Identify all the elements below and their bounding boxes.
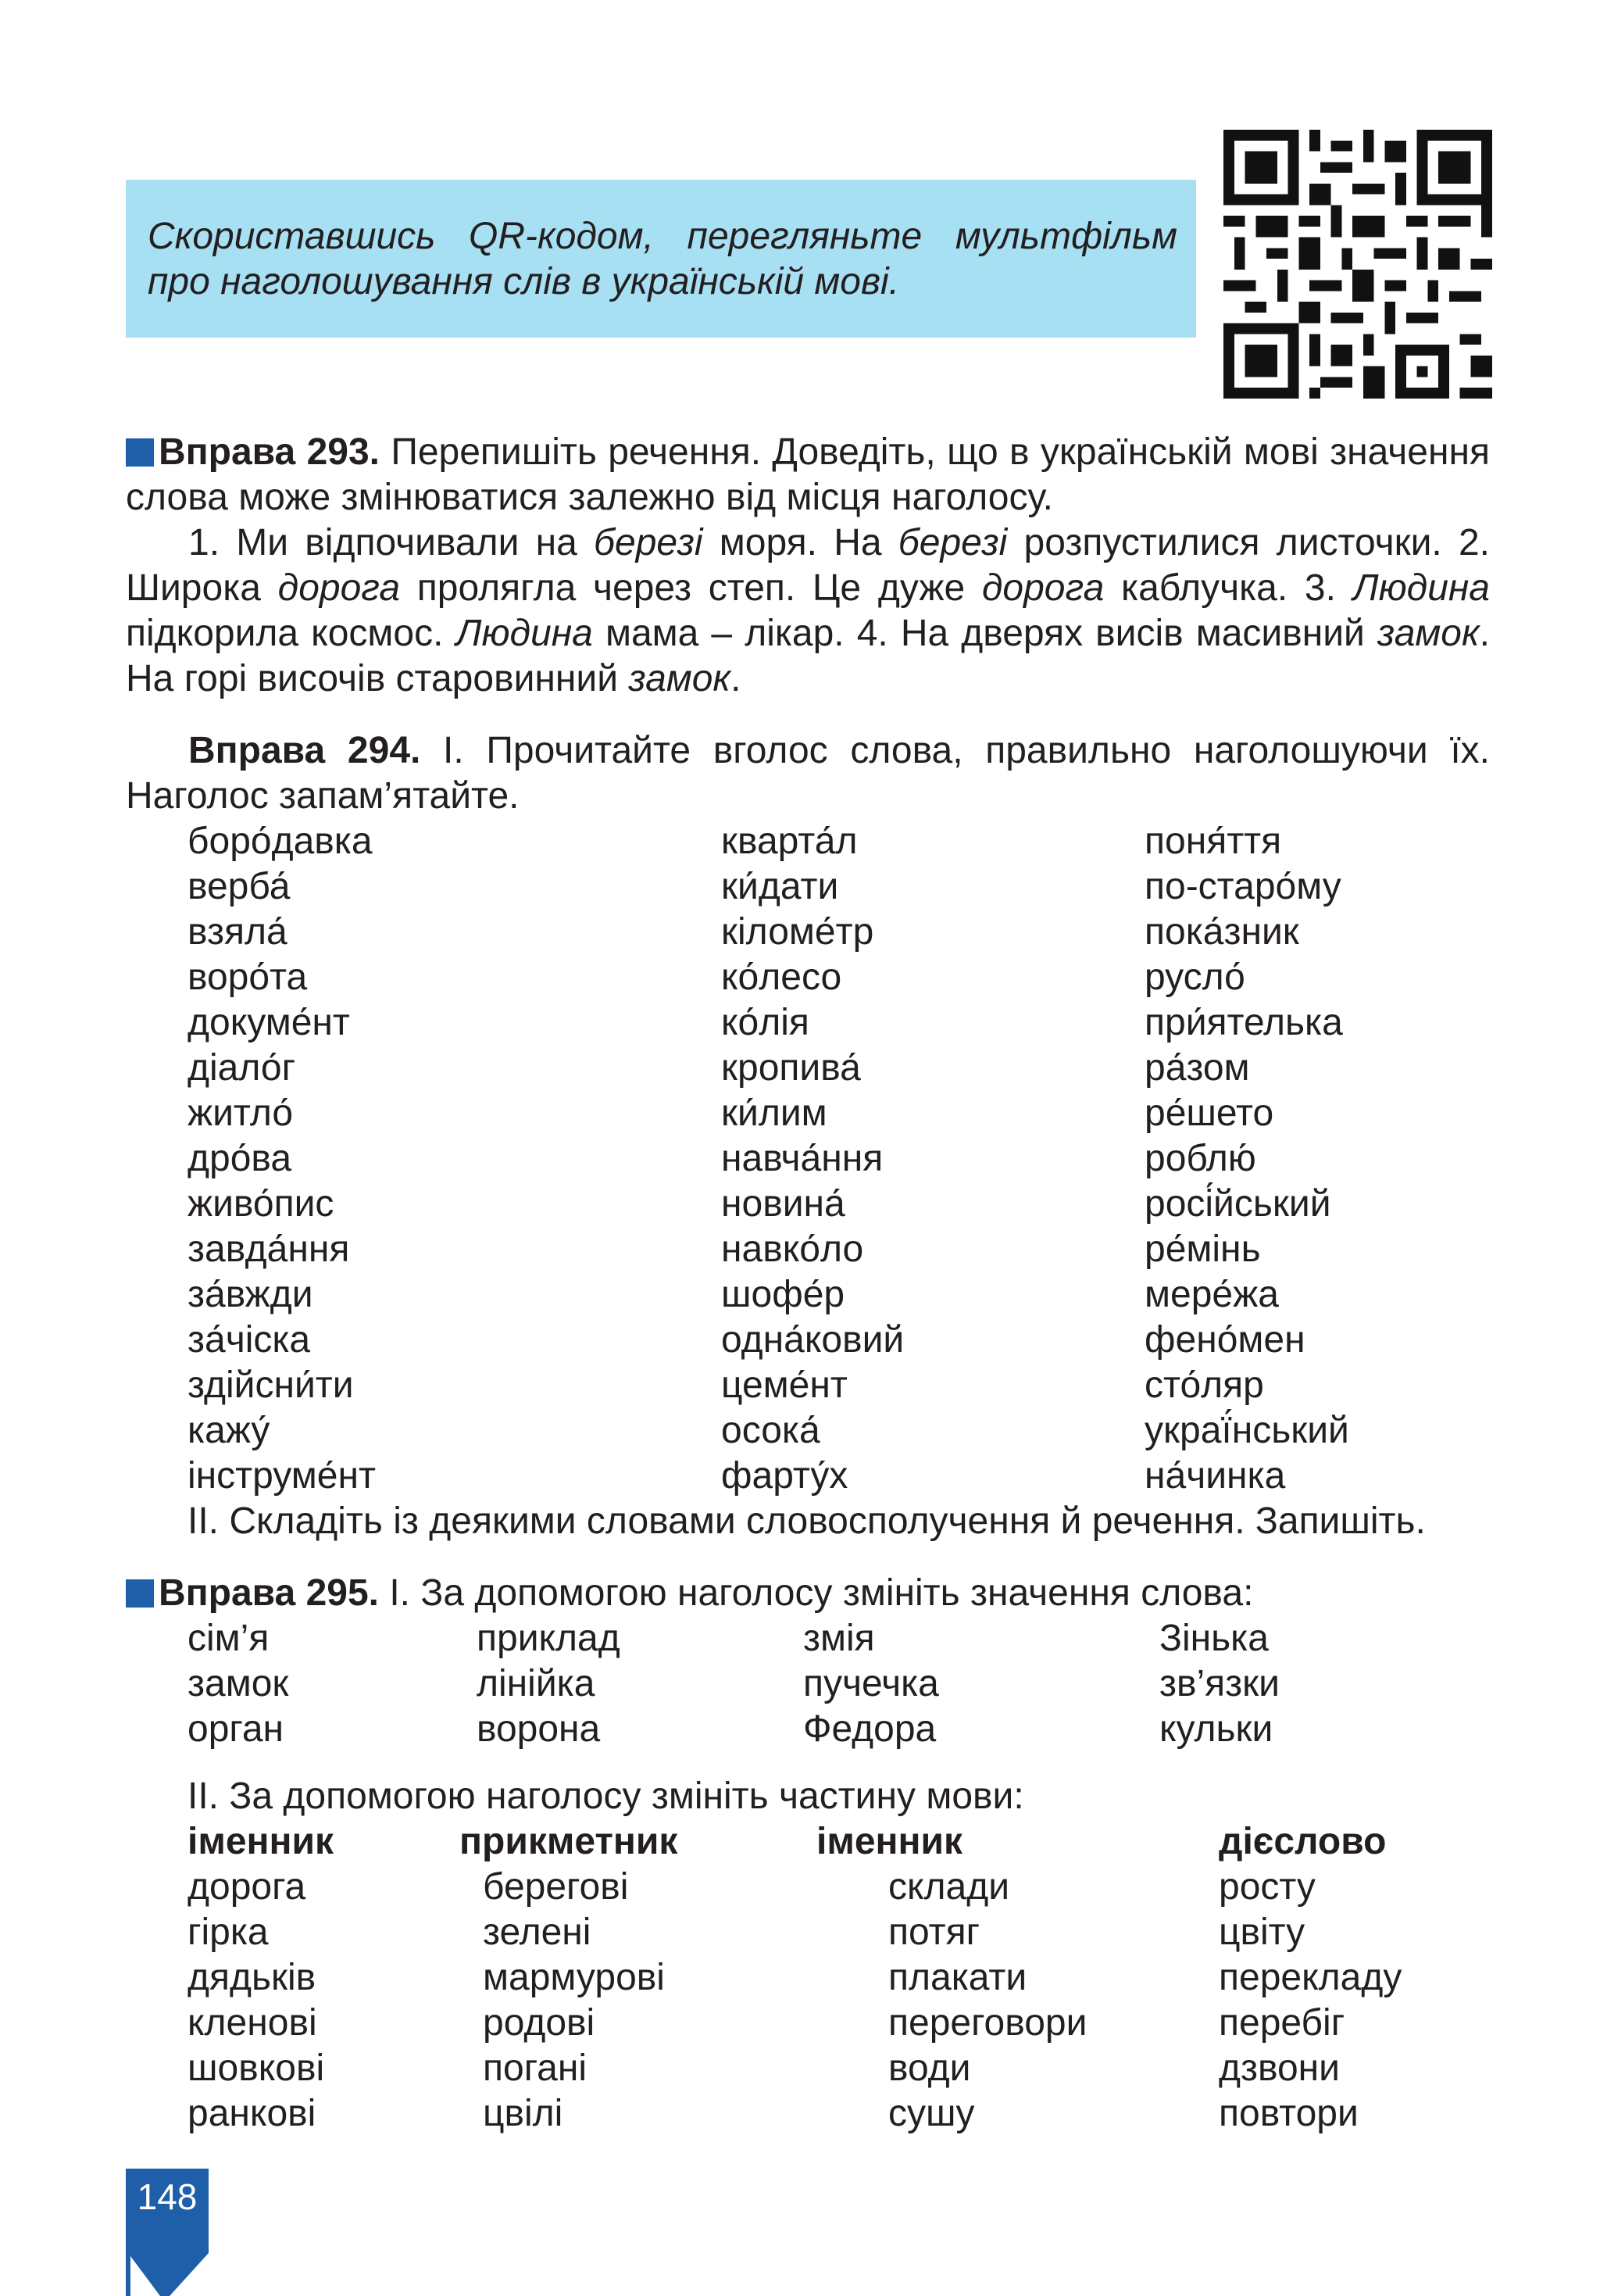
list-item: сушу	[888, 2093, 975, 2134]
list-item: ре́мінь	[1145, 1228, 1261, 1270]
sentence-text: пролягла через степ. Це дуже	[400, 567, 982, 609]
list-item: лінійка	[477, 1663, 595, 1704]
sentence-text: каблучка. 3.	[1104, 567, 1353, 609]
list-item: роблю́	[1145, 1138, 1256, 1179]
list-item: мере́жа	[1145, 1274, 1279, 1315]
list-item: орган	[188, 1708, 284, 1750]
exercise-294-task-2: ІІ. Складіть із деякими словами словосполучення й речення. Запишіть.	[188, 1500, 1426, 1542]
italic-word: замок	[1377, 613, 1480, 654]
list-item: ки́лим	[721, 1093, 827, 1134]
list-item: родові	[483, 2002, 595, 2044]
sentence-text: . На горі височів старовинний	[126, 613, 1490, 699]
list-item: кропива́	[721, 1047, 861, 1089]
list-item: ра́зом	[1145, 1047, 1250, 1089]
list-item: Зінька	[1159, 1618, 1269, 1659]
list-item: перебіг	[1219, 2002, 1345, 2044]
italic-word: Людина	[1352, 567, 1490, 609]
sentence-text: 1. Ми відпочивали на	[188, 522, 595, 563]
list-item: по-старо́му	[1145, 866, 1341, 907]
list-item: берегові	[483, 1866, 629, 1908]
list-item: одна́ковий	[721, 1319, 905, 1361]
list-item: житло́	[188, 1093, 294, 1134]
list-item: потяг	[888, 1912, 980, 1953]
exercise-294-task	[126, 728, 1490, 819]
list-item: шовкові	[188, 2047, 325, 2089]
list-item: за́чіска	[188, 1319, 311, 1361]
list-item: докуме́нт	[188, 1002, 350, 1043]
meaning-column-1	[188, 1616, 288, 1752]
list-item: за́вжди	[188, 1274, 313, 1315]
exercise-295-task-2: ІІ. За допомогою наголосу змініть частину мови:	[188, 1776, 1024, 1817]
list-item: ворона	[477, 1708, 601, 1750]
list-item: дро́ва	[188, 1138, 292, 1179]
list-item: навко́ло	[721, 1228, 864, 1270]
info-box-text: Скориставшись QR-кодом, перегляньте мультфільм про наголошування слів в українській мові.	[148, 216, 1177, 302]
italic-word: дорога	[277, 567, 401, 609]
list-item: цеме́нт	[721, 1364, 848, 1406]
list-item: кварта́л	[721, 821, 858, 862]
list-item: кульки	[1159, 1708, 1273, 1750]
list-item: приклад	[477, 1618, 620, 1659]
list-item: шофе́р	[721, 1274, 845, 1315]
list-item: росту	[1219, 1866, 1316, 1908]
list-item: інструме́нт	[188, 1455, 376, 1497]
exercise-293-instructions: Перепишіть речення. Доведіть, що в українській мові значення слова може змінюватися залежно від місця наголосу.	[126, 431, 1490, 518]
list-item: сто́ляр	[1145, 1364, 1264, 1406]
column-header: прикметник	[459, 1821, 678, 1862]
list-item: ранкові	[188, 2093, 316, 2134]
list-item: дорога	[188, 1866, 306, 1908]
list-item: здійсни́ти	[188, 1364, 354, 1406]
pos-column-2	[483, 1865, 665, 2137]
exercise-295-task	[126, 1571, 1253, 1616]
list-item: росі́йський	[1145, 1183, 1331, 1225]
page-number: 148	[137, 2176, 198, 2217]
sentence-text: моря. На	[702, 522, 898, 563]
list-item: ко́лія	[721, 1002, 809, 1043]
list-item: плакати	[888, 1957, 1027, 1998]
list-item: погані	[483, 2047, 588, 2089]
word-column-1	[188, 819, 376, 1499]
list-item: сім’я	[188, 1618, 270, 1659]
list-item: ко́лесо	[721, 957, 842, 998]
list-item: воро́та	[188, 957, 308, 998]
exercise-295-instructions: І. За допомогою наголосу змініть значення слова:	[379, 1572, 1254, 1614]
italic-word: березі	[594, 522, 703, 563]
list-item: пока́зник	[1145, 911, 1299, 953]
italic-word: замок	[628, 658, 731, 699]
list-item: змія	[803, 1618, 875, 1659]
list-item: осока́	[721, 1410, 820, 1451]
list-item: зелені	[483, 1912, 591, 1953]
list-item: кленові	[188, 2002, 317, 2044]
list-item: переговори	[888, 2002, 1088, 2044]
list-item: навча́ння	[721, 1138, 884, 1179]
exercise-293-sentences	[126, 520, 1490, 702]
list-item: кажу́	[188, 1410, 270, 1451]
exercise-marker-icon	[126, 1579, 154, 1608]
list-item: фено́мен	[1145, 1319, 1305, 1361]
column-header: іменник	[816, 1821, 963, 1862]
list-item: на́чинка	[1145, 1455, 1286, 1497]
list-item: поня́ття	[1145, 821, 1282, 862]
list-item: завда́ння	[188, 1228, 350, 1270]
exercise-295-title: Вправа 295.	[159, 1572, 379, 1614]
column-header: дієслово	[1219, 1821, 1387, 1862]
list-item: дзвони	[1219, 2047, 1340, 2089]
exercise-293-title: Вправа 293.	[159, 431, 380, 473]
list-item: мармурові	[483, 1957, 665, 1998]
italic-word: Людина	[455, 613, 593, 654]
list-item: води	[888, 2047, 971, 2089]
exercise-294-instructions: І. Прочитайте вголос слова, правильно наголошуючи їх. Наголос запам’ятайте.	[126, 730, 1490, 817]
exercise-294-title: Вправа 294.	[188, 730, 421, 771]
sentence-text: .	[730, 658, 741, 699]
word-column-2	[721, 819, 904, 1499]
exercise-293-task	[126, 430, 1490, 520]
list-item: русло́	[1145, 957, 1245, 998]
list-item: украї́нський	[1145, 1410, 1349, 1451]
qr-code-icon[interactable]	[1223, 130, 1492, 399]
list-item: при́ятелька	[1145, 1002, 1343, 1043]
pos-column-1	[188, 1819, 334, 2137]
list-item: ки́дати	[721, 866, 839, 907]
sentence-text: розпустилися листочки. 2. Широка	[126, 522, 1490, 609]
meaning-column-3	[803, 1616, 939, 1752]
pos-column-4	[1219, 1819, 1402, 2137]
list-item: боро́давка	[188, 821, 373, 862]
list-item: кіломе́тр	[721, 911, 874, 953]
list-item: взяла́	[188, 911, 288, 953]
info-box	[126, 180, 1196, 338]
column-header: іменник	[188, 1821, 334, 1862]
list-item: діало́г	[188, 1047, 296, 1089]
list-item: гірка	[188, 1912, 269, 1953]
meaning-column-2	[477, 1616, 620, 1752]
list-item: склади	[888, 1866, 1010, 1908]
list-item: ре́шето	[1145, 1093, 1274, 1134]
list-item: живо́пис	[188, 1183, 334, 1225]
italic-word: дорога	[981, 567, 1105, 609]
list-item: цвіту	[1219, 1912, 1305, 1953]
list-item: цвілі	[483, 2093, 563, 2134]
sentence-text: підкорила космос.	[126, 613, 456, 654]
list-item: повтори	[1219, 2093, 1359, 2134]
meaning-column-4	[1159, 1616, 1280, 1752]
pos-column-3-header	[816, 1819, 962, 1865]
italic-word: березі	[898, 522, 1008, 563]
list-item: Федора	[803, 1708, 937, 1750]
pos-column-3	[888, 1865, 1087, 2137]
list-item: фарту́х	[721, 1455, 848, 1497]
list-item: зв’язки	[1159, 1663, 1280, 1704]
word-column-3	[1145, 819, 1349, 1499]
sentence-text: мама – лікар. 4. На дверях висів масивний	[592, 613, 1377, 654]
list-item: дядьків	[188, 1957, 316, 1998]
list-item: верба́	[188, 866, 291, 907]
list-item: новина́	[721, 1183, 845, 1225]
list-item: пучечка	[803, 1663, 939, 1704]
pos-column-2-header	[459, 1819, 677, 1865]
list-item: перекладу	[1219, 1957, 1402, 1998]
list-item: замок	[188, 1663, 289, 1704]
exercise-marker-icon	[126, 438, 154, 467]
